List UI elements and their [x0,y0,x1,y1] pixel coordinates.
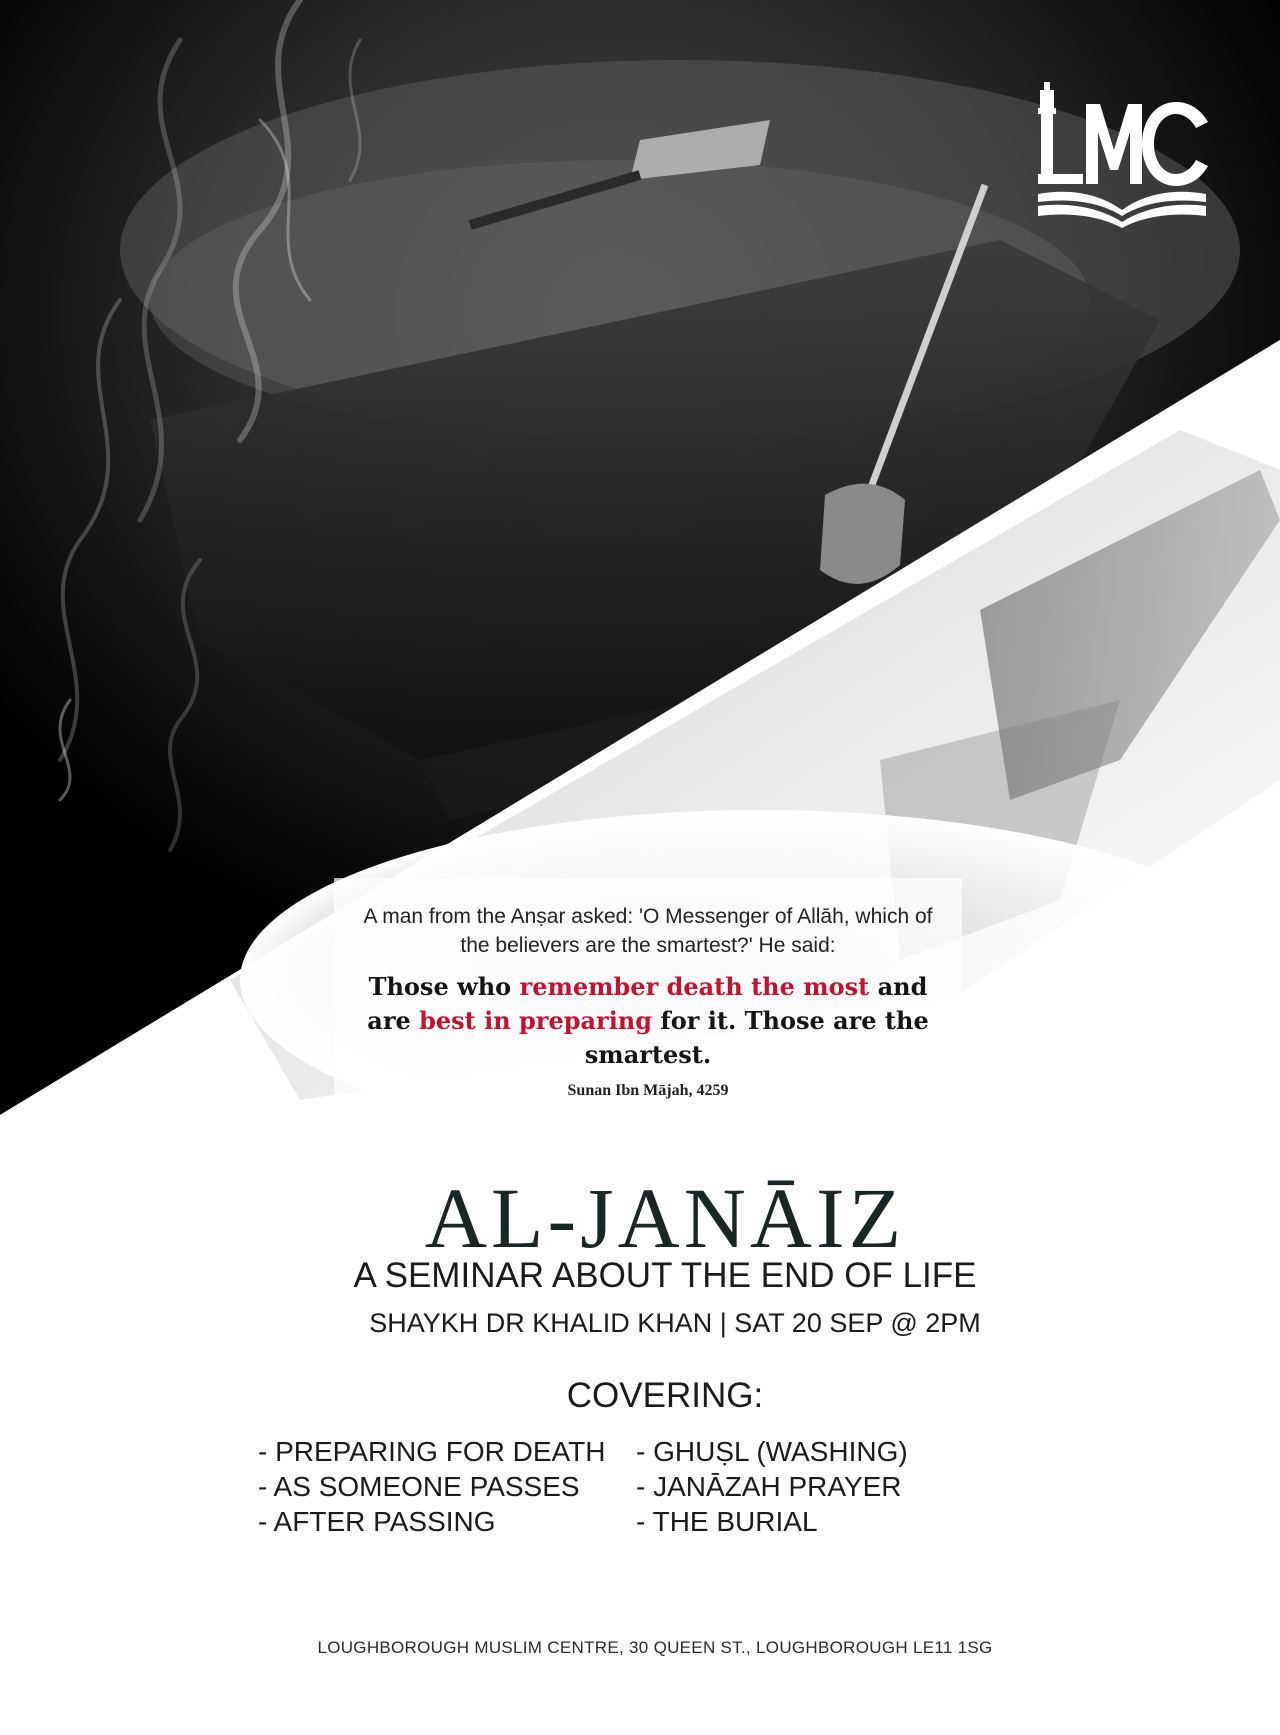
quote-highlight-remember-death: remember death the most [519,972,870,1001]
quote-main [354,970,942,1072]
minaret-book-logo-icon [1030,70,1220,240]
hadith-quote-box [334,878,962,1118]
quote-highlight-best-preparing: best in preparing [419,1006,653,1035]
topic-item: - AFTER PASSING [258,1506,496,1537]
event-subtitle: A SEMINAR ABOUT THE END OF LIFE [353,1256,977,1295]
quote-main-part1: Those who [368,972,520,1001]
topic-item: - JANĀZAH PRAYER [636,1471,902,1502]
quote-main-part2: and are [367,972,928,1035]
speaker-date-line: SHAYKH DR KHALID KHAN | SAT 20 SEP @ 2PM [369,1308,981,1338]
topic-item: - GHUṢL (WASHING) [636,1436,908,1467]
event-title: AL-JANĀIZ [424,1170,906,1266]
topic-item: - AS SOMEONE PASSES [258,1471,580,1502]
quote-source: Sunan Ibn Mājah, 4259 [567,1082,729,1099]
quote-intro: A man from the Anṣar asked: 'O Messenger of Allāh, which of the believers are the smartest?' He said: [363,905,933,957]
quote-main-part3: for it. Those are the smartest. [584,1006,929,1069]
topics-right-column [636,1434,908,1539]
lmc-logo [1030,70,1220,240]
topic-item: - PREPARING FOR DEATH [258,1436,606,1467]
topics-left-column [258,1434,605,1539]
covering-heading: COVERING: [566,1376,764,1415]
topic-item: - THE BURIAL [636,1506,818,1537]
venue-address: LOUGHBOROUGH MUSLIM CENTRE, 30 QUEEN ST., LOUGHBOROUGH LE11 1SG [317,1638,993,1657]
